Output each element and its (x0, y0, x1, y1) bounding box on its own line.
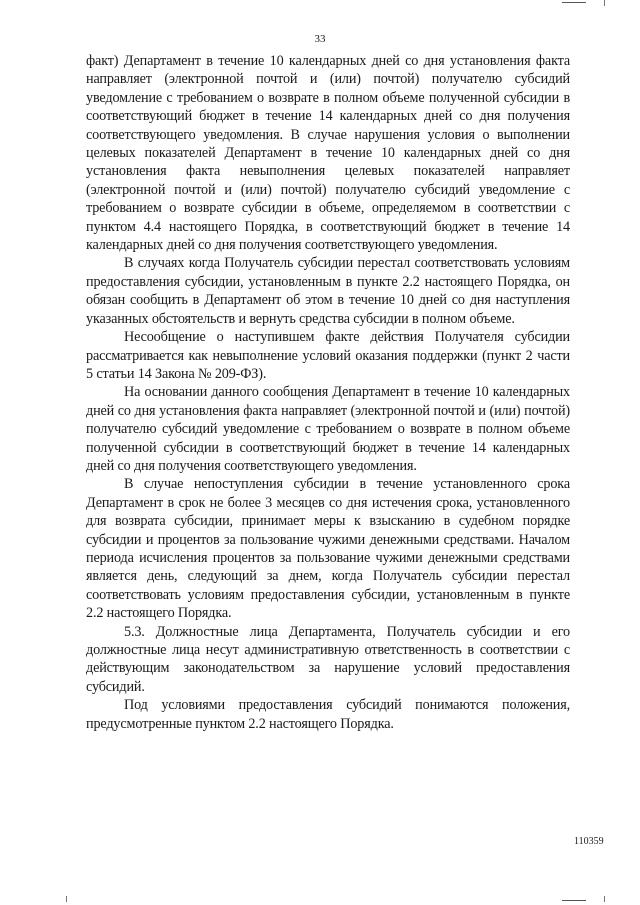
scan-edge-mark-bottom (562, 900, 586, 901)
scan-edge-mark-top (562, 2, 586, 3)
page-number: 33 (314, 33, 326, 45)
scan-tick-bottom-right (604, 896, 605, 902)
paragraph-non-notification: Несообщение о наступившем факте действия Получателя субсидии рассматривается как невыполнение условий оказания поддержки (пункт 2 части 5 статьи 14 Закона № 209-ФЗ). (86, 329, 570, 382)
scan-tick-top-right (604, 0, 605, 6)
scan-tick-bottom-left (66, 896, 67, 902)
paragraph-responsibility: 5.3. Должностные лица Департамента, Получатель субсидии и его должностные лица несут административную ответственность в соответствии с действующим законодательством за нарушение условий предоставления субсидий. (86, 623, 570, 695)
paragraph-recovery: В случае непоступления субсидии в течение установленного срока Департамент в срок не более 3 месяцев со дня истечения срока, установленного для возврата субсидии, принимает меры к взысканию в судебном порядке субсидии и процентов за пользование чужими денежными средствами. Началом периода исчисления процентов за пользование чужими денежными средствами является день, следующий за днем, когда Получатель субсидии перестал соответствовать условиям предоставления субсидии, установленным в пункте 2.2 настоящего Порядка. (86, 476, 570, 622)
paragraph-return-obligation: В случаях когда Получатель субсидии перестал соответствовать условиям предоставления субсидии, установленным в пункте 2.2 настоящего Порядка, он обязан сообщить в Департамент об этом в течение 10 дней со дня наступления указанных обстоятельств и вернуть средства субсидии в полном объеме. (86, 255, 570, 327)
paragraph-continuation: факт) Департамент в течение 10 календарных дней со дня установления факта направляет (электронной почтой и (или) почтой) получателю субсидий уведомление с требованием о возврате в полном объеме полученной субсидии в соответствующий бюджет в течение 14 календарных дней со дня получения соответствующего уведомления. В случае нарушения условия о выполнении целевых показателей Департамент в течение 10 календарных дней со дня установления факта невыполнения целевых показателей направляет (электронной почтой и (или) почтой) получателю субсидий уведомление с требованием о возврате субсидии в объеме, определяемом в соответствии с пунктом 4.4 настоящего Порядка, в соответствующий бюджет в течение 14 календарных дней со дня получения соответствующего уведомления. (86, 53, 570, 254)
paragraph-conditions-definition: Под условиями предоставления субсидий понимаются положения, предусмотренные пунктом 2.2 настоящего Порядка. (86, 697, 570, 732)
paragraph-notification-basis: На основании данного сообщения Департамент в течение 10 календарных дней со дня установления факта направляет (электронной почтой и (или) почтой) получателю субсидий уведомление с требованием о возврате в полном объеме полученной субсидии в соответствующий бюджет в течение 14 календарных дней со дня получения соответствующего уведомления. (86, 384, 570, 474)
document-body (86, 52, 570, 733)
document-code: 110359 (574, 836, 604, 847)
